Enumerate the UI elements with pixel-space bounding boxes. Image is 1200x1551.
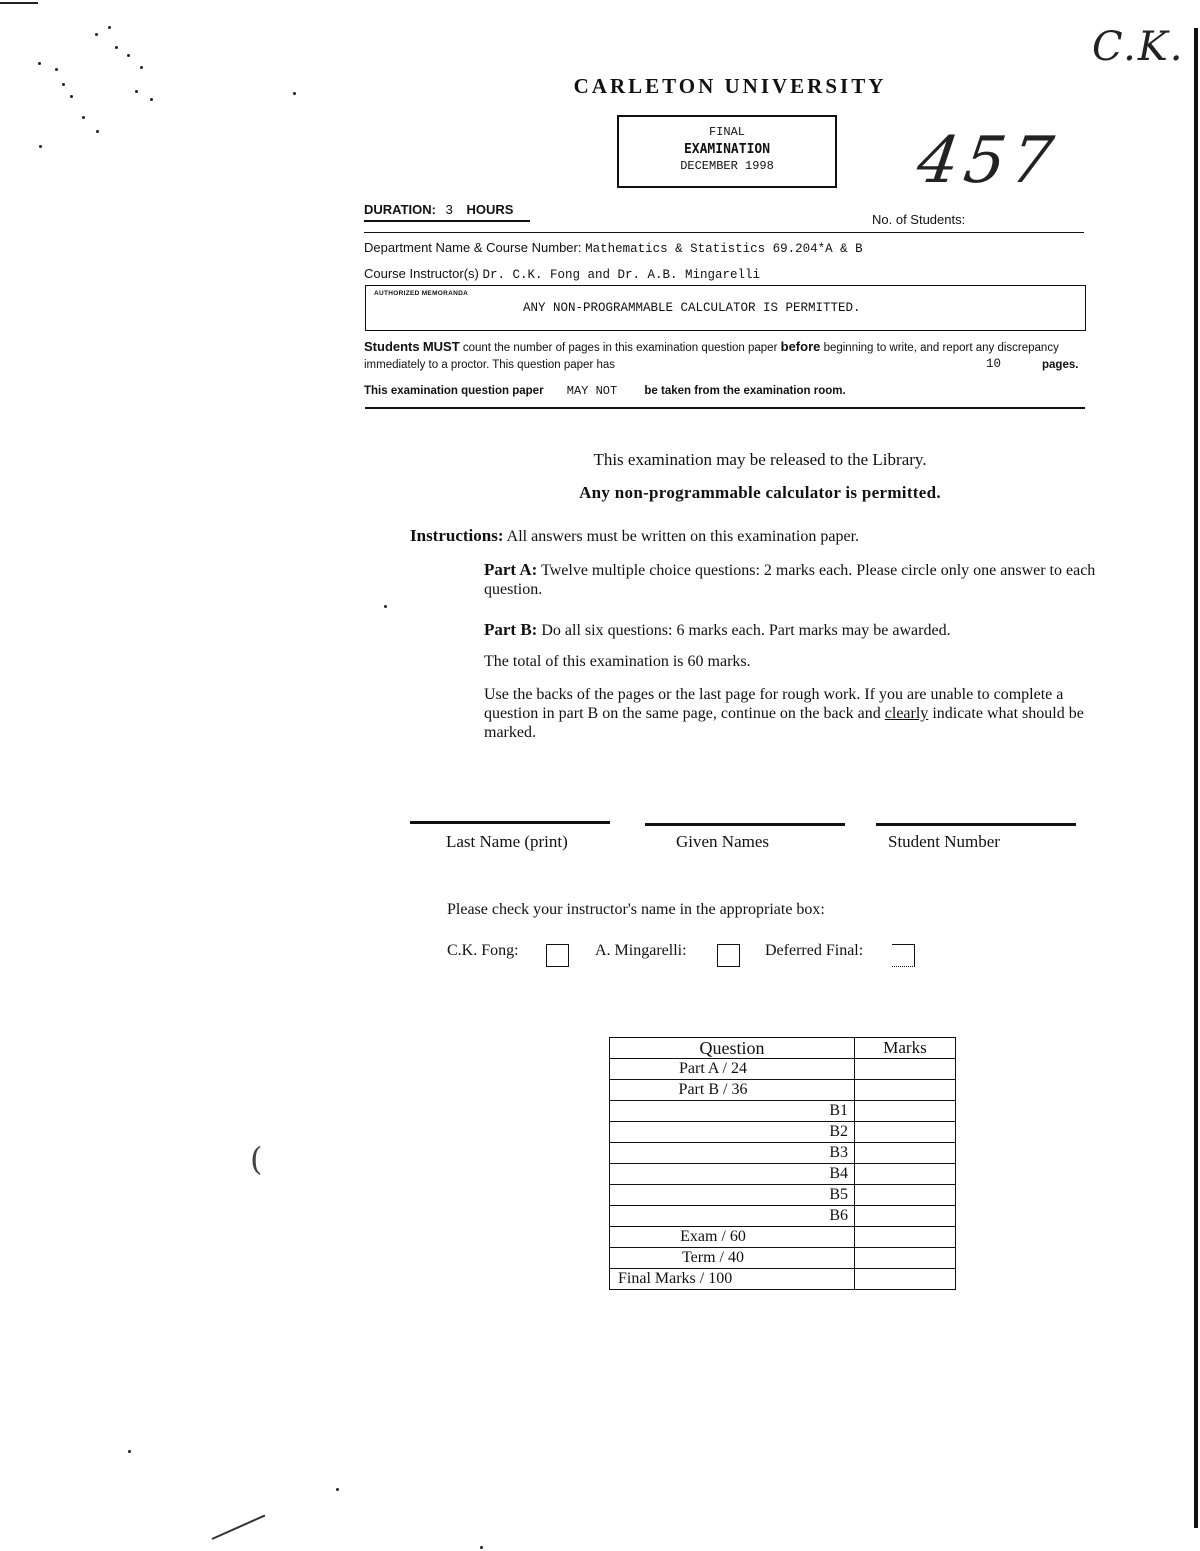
removal-notice: [364, 384, 846, 398]
marks-cell[interactable]: [855, 1206, 956, 1227]
scan-speck: [135, 90, 138, 93]
table-row: [610, 1248, 956, 1269]
total-marks-note: The total of this examination is 60 marks.: [484, 653, 751, 670]
question-cell: Exam / 60: [610, 1227, 855, 1248]
scan-speck: [480, 1546, 483, 1549]
scan-edge-mark: [0, 2, 38, 4]
exam-box-line-1: FINAL: [708, 125, 745, 139]
authorized-memoranda-box: [365, 285, 1086, 331]
department-value: Mathematics & Statistics 69.204*A & B: [585, 242, 863, 256]
scan-speck: [128, 1450, 131, 1453]
instructor-row: [364, 266, 760, 282]
department-row: [364, 240, 863, 256]
notice-must: MUST: [422, 339, 460, 354]
memo-label: AUTHORIZED MEMORANDA: [374, 290, 469, 297]
marks-cell[interactable]: [855, 1248, 956, 1269]
table-row: [610, 1080, 956, 1101]
rough-work-end: indicate what should be marked.: [484, 705, 1084, 741]
scan-speck: [384, 605, 387, 608]
question-cell: B3: [610, 1143, 855, 1164]
table-row: [610, 1269, 956, 1290]
question-cell: Part B / 36: [610, 1080, 855, 1101]
exam-box-line-2: EXAMINATION: [683, 142, 771, 157]
duration-label: DURATION:: [364, 202, 436, 217]
scan-scribble: (: [250, 1140, 263, 1178]
notice-rest: beginning to write, and report any discrepancy immediately to a proctor. This question paper has: [364, 342, 1059, 371]
duration-unit: HOURS: [466, 202, 514, 217]
instructions-text: All answers must be written on this examination paper.: [506, 528, 860, 545]
scan-speck: [96, 130, 99, 133]
last-name-label: Last Name (print): [446, 832, 568, 851]
page-count-value: 10: [986, 357, 1002, 371]
pages-word: pages.: [1042, 359, 1079, 371]
marks-cell[interactable]: [855, 1269, 956, 1290]
scan-speck: [70, 95, 73, 98]
question-header: Question: [610, 1038, 855, 1059]
rough-work-emphasis: clearly: [884, 705, 929, 722]
table-header-row: [610, 1038, 956, 1059]
part-a-text: Twelve multiple choice questions: 2 marks each. Please circle only one answer to each question.: [484, 562, 1096, 598]
question-cell: B5: [610, 1185, 855, 1206]
marks-cell[interactable]: [855, 1080, 956, 1101]
department-label: Department Name & Course Number:: [364, 240, 582, 255]
exam-box-line-3: DECEMBER 1998: [680, 159, 774, 173]
marks-cell[interactable]: [855, 1143, 956, 1164]
scan-speck: [140, 66, 143, 69]
notice-mid: count the number of pages in this examination question paper: [462, 342, 778, 354]
notice-before: before: [780, 339, 821, 354]
scan-speck: [293, 92, 296, 95]
scan-speck: [150, 98, 153, 101]
instructor-value: Dr. C.K. Fong and Dr. A.B. Mingarelli: [482, 268, 761, 282]
removal-value: MAY NOT: [566, 384, 618, 398]
removal-pre: This examination question paper: [364, 385, 544, 397]
marks-cell[interactable]: [855, 1059, 956, 1080]
students-count-label: No. of Students:: [872, 212, 966, 227]
header-rule: [364, 232, 1084, 233]
instructions-line: [410, 526, 859, 546]
table-row: [610, 1227, 956, 1248]
rough-work-text: Use the backs of the pages or the last page for rough work. If you are unable to complete a question in part B on the same page, continue on the back and: [484, 686, 1064, 722]
given-names-line[interactable]: [645, 823, 845, 826]
marks-header: Marks: [855, 1038, 956, 1059]
scan-speck: [115, 46, 118, 49]
table-row: [610, 1101, 956, 1122]
instructions-label: Instructions:: [410, 526, 504, 545]
marks-cell[interactable]: [855, 1122, 956, 1143]
scan-scribble: [212, 1514, 266, 1539]
table-row: [610, 1206, 956, 1227]
memo-value: ANY NON-PROGRAMMABLE CALCULATOR IS PERMITTED.: [523, 301, 861, 315]
university-title: CARLETON UNIVERSITY: [573, 74, 887, 98]
header-bottom-rule: [365, 407, 1085, 409]
part-a-label: Part A:: [484, 560, 538, 579]
scan-speck: [39, 145, 42, 148]
rough-work-note: [484, 685, 1114, 742]
question-cell: B4: [610, 1164, 855, 1185]
exam-title-box: [617, 115, 837, 188]
duration-value: 3: [445, 202, 453, 217]
question-cell: Term / 40: [610, 1248, 855, 1269]
notice-students: Students: [364, 339, 420, 354]
part-b-instructions: [484, 620, 1114, 640]
duration-field: [364, 202, 530, 222]
scan-speck: [38, 62, 41, 65]
scan-speck: [127, 54, 130, 57]
library-release-note: This examination may be released to the Library.: [593, 450, 927, 469]
table-row: [610, 1143, 956, 1164]
scan-speck: [108, 26, 111, 29]
scan-speck: [336, 1488, 339, 1491]
question-cell: B1: [610, 1101, 855, 1122]
checkbox-deferred[interactable]: [892, 944, 915, 967]
marks-cell[interactable]: [855, 1101, 956, 1122]
scan-speck: [62, 83, 65, 86]
option-label-mingarelli: A. Mingarelli:: [595, 942, 687, 959]
part-a-instructions: [484, 560, 1114, 599]
last-name-line[interactable]: [410, 821, 610, 824]
checkbox-fong[interactable]: [546, 944, 569, 967]
student-number-line[interactable]: [876, 823, 1076, 826]
page-count-notice: [364, 338, 1088, 374]
checkbox-mingarelli[interactable]: [717, 944, 740, 967]
question-cell: Part A / 24: [610, 1059, 855, 1080]
scan-speck: [55, 68, 58, 71]
scan-speck: [95, 33, 98, 36]
calculator-note: Any non-programmable calculator is permitted.: [579, 483, 941, 502]
marks-cell[interactable]: [855, 1185, 956, 1206]
table-row: [610, 1122, 956, 1143]
marks-cell[interactable]: [855, 1164, 956, 1185]
question-cell: B6: [610, 1206, 855, 1227]
student-number-label: Student Number: [888, 832, 1000, 851]
question-cell: Final Marks / 100: [610, 1269, 855, 1290]
instructor-check-prompt: Please check your instructor's name in the appropriate box:: [447, 901, 825, 918]
removal-post: be taken from the examination room.: [644, 385, 846, 397]
table-row: [610, 1059, 956, 1080]
scan-speck: [82, 116, 85, 119]
part-b-label: Part B:: [484, 620, 538, 639]
option-label-deferred: Deferred Final:: [765, 942, 864, 959]
instructor-label: Course Instructor(s): [364, 266, 479, 281]
marks-table: [609, 1037, 956, 1290]
table-row: [610, 1185, 956, 1206]
given-names-label: Given Names: [676, 832, 770, 851]
question-cell: B2: [610, 1122, 855, 1143]
option-label-fong: C.K. Fong:: [447, 942, 519, 959]
handwritten-student-count: 457: [912, 124, 1064, 198]
table-row: [610, 1164, 956, 1185]
handwritten-initials: C.K.: [1092, 24, 1185, 70]
scan-right-edge: [1194, 28, 1198, 1528]
marks-cell[interactable]: [855, 1227, 956, 1248]
part-b-text: Do all six questions: 6 marks each. Part marks may be awarded.: [541, 622, 951, 639]
